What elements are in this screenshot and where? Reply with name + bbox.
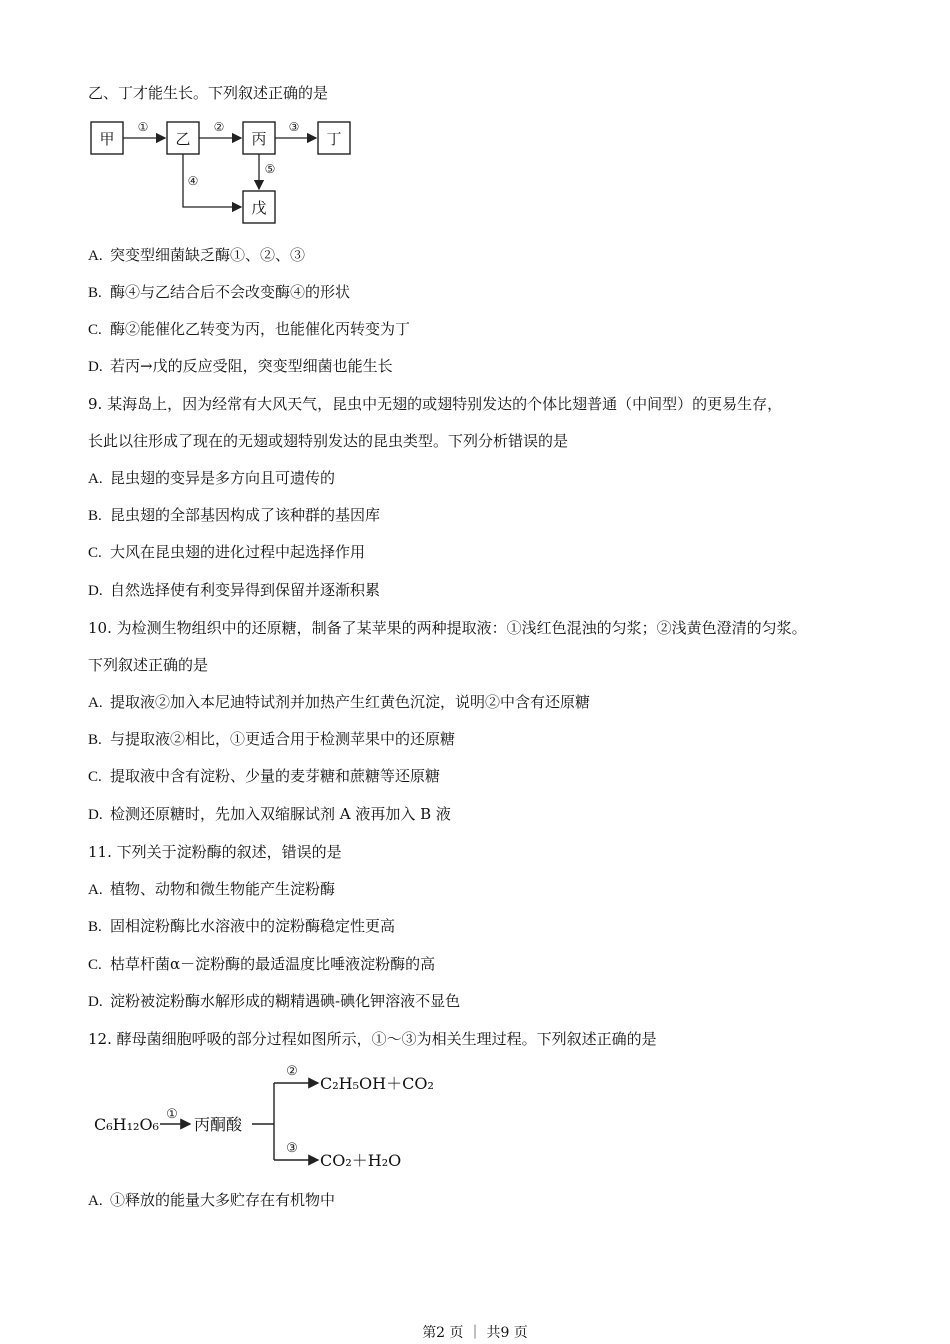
q8-option-d[interactable]: D. 若丙→戊的反应受阻，突变型细菌也能生长 <box>88 357 393 375</box>
page-footer: 第2 页 ｜ 共9 页 <box>422 1325 528 1341</box>
q9-option-d[interactable]: D. 自然选择使有利变异得到保留并逐渐积累 <box>88 581 381 599</box>
q12-respiration-diagram <box>88 1062 448 1174</box>
label-4: ④ <box>187 174 199 188</box>
label-2: ② <box>213 120 225 134</box>
q9-option-c[interactable]: C. 大风在昆虫翅的进化过程中起选择作用 <box>88 543 366 561</box>
q10-stem-line1: 10. 为检测生物组织中的还原糖，制备了某苹果的两种提取液：①浅红色混浊的匀浆；②浅黄色澄清的匀浆。 <box>88 619 807 637</box>
substrate-glucose: C₆H₁₂O₆ <box>94 1115 159 1134</box>
product-ethanol-co2: C₂H₅OH＋CO₂ <box>320 1074 434 1093</box>
q10-stem-line2: 下列叙述正确的是 <box>88 656 209 674</box>
step3-label: ③ <box>286 1141 298 1156</box>
q11-stem: 11. 下列关于淀粉酶的叙述，错误的是 <box>88 843 342 861</box>
q9-option-a[interactable]: A. 昆虫翅的变异是多方向且可遗传的 <box>88 469 336 487</box>
q10-option-d[interactable]: D. 检测还原糖时，先加入双缩脲试剂 A 液再加入 B 液 <box>88 805 451 823</box>
q8-option-a[interactable]: A. 突变型细菌缺乏酶①、②、③ <box>88 246 306 264</box>
q11-option-d[interactable]: D. 淀粉被淀粉酶水解形成的糊精遇碘-碘化钾溶液不显色 <box>88 992 461 1010</box>
node-ding: 丁 <box>326 130 342 148</box>
q10-option-a[interactable]: A. 提取液②加入本尼迪特试剂并加热产生红黄色沉淀，说明②中含有还原糖 <box>88 693 591 711</box>
node-wu: 戊 <box>251 199 267 217</box>
q12-stem: 12. 酵母菌细胞呼吸的部分过程如图所示，①～③为相关生理过程。下列叙述正确的是 <box>88 1030 657 1048</box>
step1-label: ① <box>166 1107 178 1122</box>
q8-pathway-diagram <box>88 116 368 228</box>
node-jia: 甲 <box>99 130 115 148</box>
q9-option-b[interactable]: B. 昆虫翅的全部基因构成了该种群的基因库 <box>88 506 381 524</box>
intermediate-pyruvate: 丙酮酸 <box>194 1115 243 1134</box>
q10-option-b[interactable]: B. 与提取液②相比，①更适合用于检测苹果中的还原糖 <box>88 730 456 748</box>
q11-option-a[interactable]: A. 植物、动物和微生物能产生淀粉酶 <box>88 880 336 898</box>
q9-stem-line2: 长此以往形成了现在的无翅或翅特别发达的昆虫类型。下列分析错误的是 <box>88 432 569 450</box>
product-co2-h2o: CO₂＋H₂O <box>320 1151 402 1170</box>
q8-option-c[interactable]: C. 酶②能催化乙转变为丙，也能催化丙转变为丁 <box>88 320 411 338</box>
label-5: ⑤ <box>264 162 276 176</box>
q10-option-c[interactable]: C. 提取液中含有淀粉、少量的麦芽糖和蔗糖等还原糖 <box>88 767 441 785</box>
node-yi: 乙 <box>175 130 191 148</box>
q11-option-c[interactable]: C. 枯草杆菌α－淀粉酶的最适温度比唾液淀粉酶的高 <box>88 955 436 973</box>
label-1: ① <box>137 120 149 134</box>
q8-stem: 乙、丁才能生长。下列叙述正确的是 <box>88 84 329 102</box>
step2-label: ② <box>286 1064 298 1079</box>
node-bing: 丙 <box>251 130 267 148</box>
q12-option-a[interactable]: A. ①释放的能量大多贮存在有机物中 <box>88 1191 336 1209</box>
q9-stem-line1: 9. 某海岛上，因为经常有大风天气，昆虫中无翅的或翅特别发达的个体比翅普通（中间型）的更易生存， <box>88 395 783 413</box>
label-3: ③ <box>288 120 300 134</box>
q11-option-b[interactable]: B. 固相淀粉酶比水溶液中的淀粉酶稳定性更高 <box>88 917 396 935</box>
q8-option-b[interactable]: B. 酶④与乙结合后不会改变酶④的形状 <box>88 283 351 301</box>
